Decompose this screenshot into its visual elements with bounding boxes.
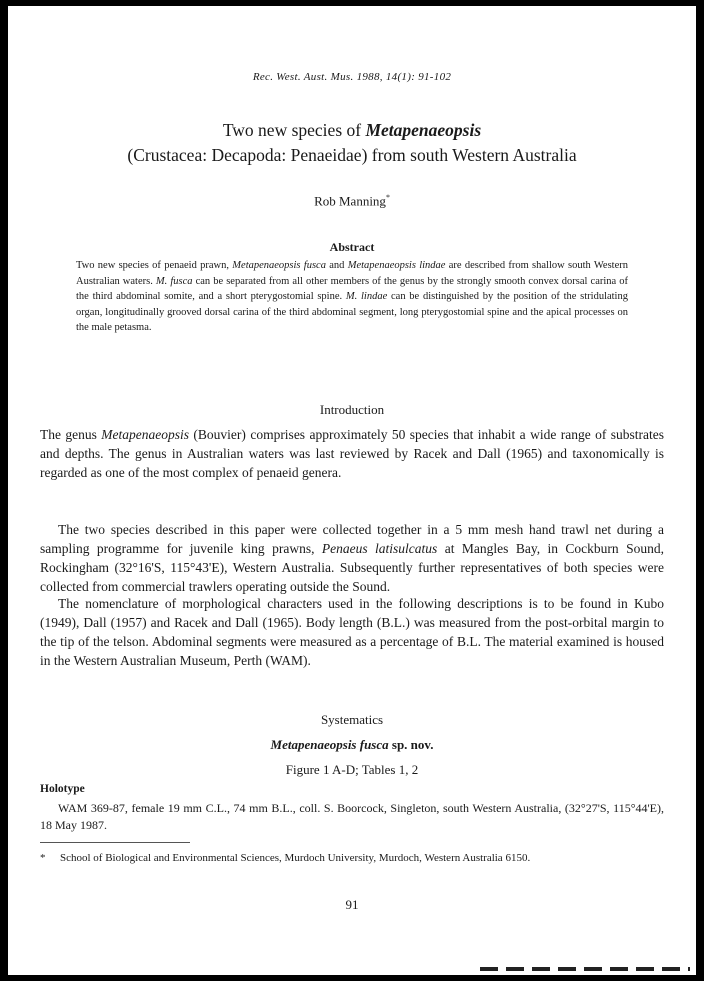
abstract-heading: Abstract	[329, 240, 375, 254]
intro-paragraph-2	[40, 520, 664, 596]
introduction-heading: Introduction	[319, 402, 385, 417]
article-title	[40, 118, 664, 168]
text-segment: The genus	[40, 427, 102, 442]
abstract-species: Metapenaeopsis lindae	[347, 260, 446, 271]
scan-border-left	[0, 0, 8, 981]
title-genus: Metapenaeopsis	[365, 120, 482, 140]
intro-paragraph-1	[40, 425, 664, 482]
text-segment: at Mangles Bay, in Cockburn Sound, Rockingham (32°16'S, 115°43'E), Western Australia. Subsequently further representatives of both species were collected from commercial trawlers operating outside the Sound.	[40, 541, 664, 594]
abstract-segment: and	[325, 260, 348, 271]
footnote	[40, 851, 640, 866]
intro-paragraph-3: The nomenclature of morphological characters used in the following descriptions is to be found in Kubo (1949), Dall (1957) and Racek and Dall (1965). Body length (B.L.) was measured from the post-orbital margin to the tip of the telson. Abdominal segments were measured as a percentage of B.L. The material examined is housed in the Western Australian Museum, Perth (WAM).	[40, 596, 664, 668]
species-heading	[0, 737, 704, 753]
holotype-heading: Holotype	[40, 783, 85, 795]
text-segment: The two species described in this paper were collected together in a 5 mm mesh hand trawl net during a sampling programme for juvenile king prawns,	[40, 522, 664, 556]
author-name: Rob Manning	[314, 193, 386, 209]
abstract-species: M. fusca	[155, 275, 193, 287]
title-prefix: Two new species of	[222, 120, 366, 140]
running-head: Rec. West. Aust. Mus. 1988, 14(1): 91-102	[252, 71, 452, 83]
abstract-segment: Two new species of penaeid prawn,	[76, 260, 233, 271]
species-name: Metapenaeopsis fusca	[270, 737, 389, 752]
abstract-species: Metapenaeopsis fusca	[232, 260, 326, 271]
author	[0, 193, 704, 209]
species-name: Penaeus latisulcatus	[321, 541, 438, 556]
text-segment: (Bouvier) comprises approximately 50 species that inhabit a wide range of substrates and depths. The genus in Australian waters was last reviewed by Racek and Dall (1965) and taxonomically is regarded as one of the most complex of penaeid genera.	[40, 427, 664, 480]
scan-border-bottom	[0, 975, 704, 981]
abstract-text	[76, 258, 628, 336]
abstract-segment: can be separated from all other members of the genus by the strongly smooth convex dorsal carina of the third abdominal somite, and a short pterygostomial spine.	[76, 275, 628, 303]
footnote-text: School of Biological and Environmental Sciences, Murdoch University, Murdoch, Western Australia 6150.	[60, 852, 531, 864]
author-footnote-mark: *	[385, 193, 390, 202]
footnote-mark: *	[40, 852, 46, 864]
scan-artifact-marks	[480, 967, 690, 971]
scan-border-right	[696, 0, 704, 981]
footnote-divider	[40, 842, 190, 843]
abstract-segment: are described from shallow south Western Australian waters.	[76, 260, 628, 287]
holotype-text: WAM 369-87, female 19 mm C.L., 74 mm B.L., coll. S. Boorcock, Singleton, south Western Australia, (32°27'S, 115°44'E), 18 May 1987.	[40, 801, 664, 832]
abstract-segment: can be distinguished by the position of the stridulating organ, longitudinally grooved dorsal carina of the third abdominal segment, long pterygostomial spine and the apical processes on the male petasma.	[76, 291, 628, 334]
species-suffix: sp. nov.	[388, 737, 434, 752]
genus-name: Metapenaeopsis	[101, 427, 190, 442]
systematics-heading: Systematics	[320, 712, 384, 727]
abstract-species: M. lindae	[345, 291, 388, 303]
title-line-2: (Crustacea: Decapoda: Penaeidae) from south Western Australia	[127, 145, 577, 165]
page-number: 91	[345, 897, 359, 912]
scan-border-top	[0, 0, 704, 6]
figure-reference: Figure 1 A-D; Tables 1, 2	[285, 762, 419, 777]
